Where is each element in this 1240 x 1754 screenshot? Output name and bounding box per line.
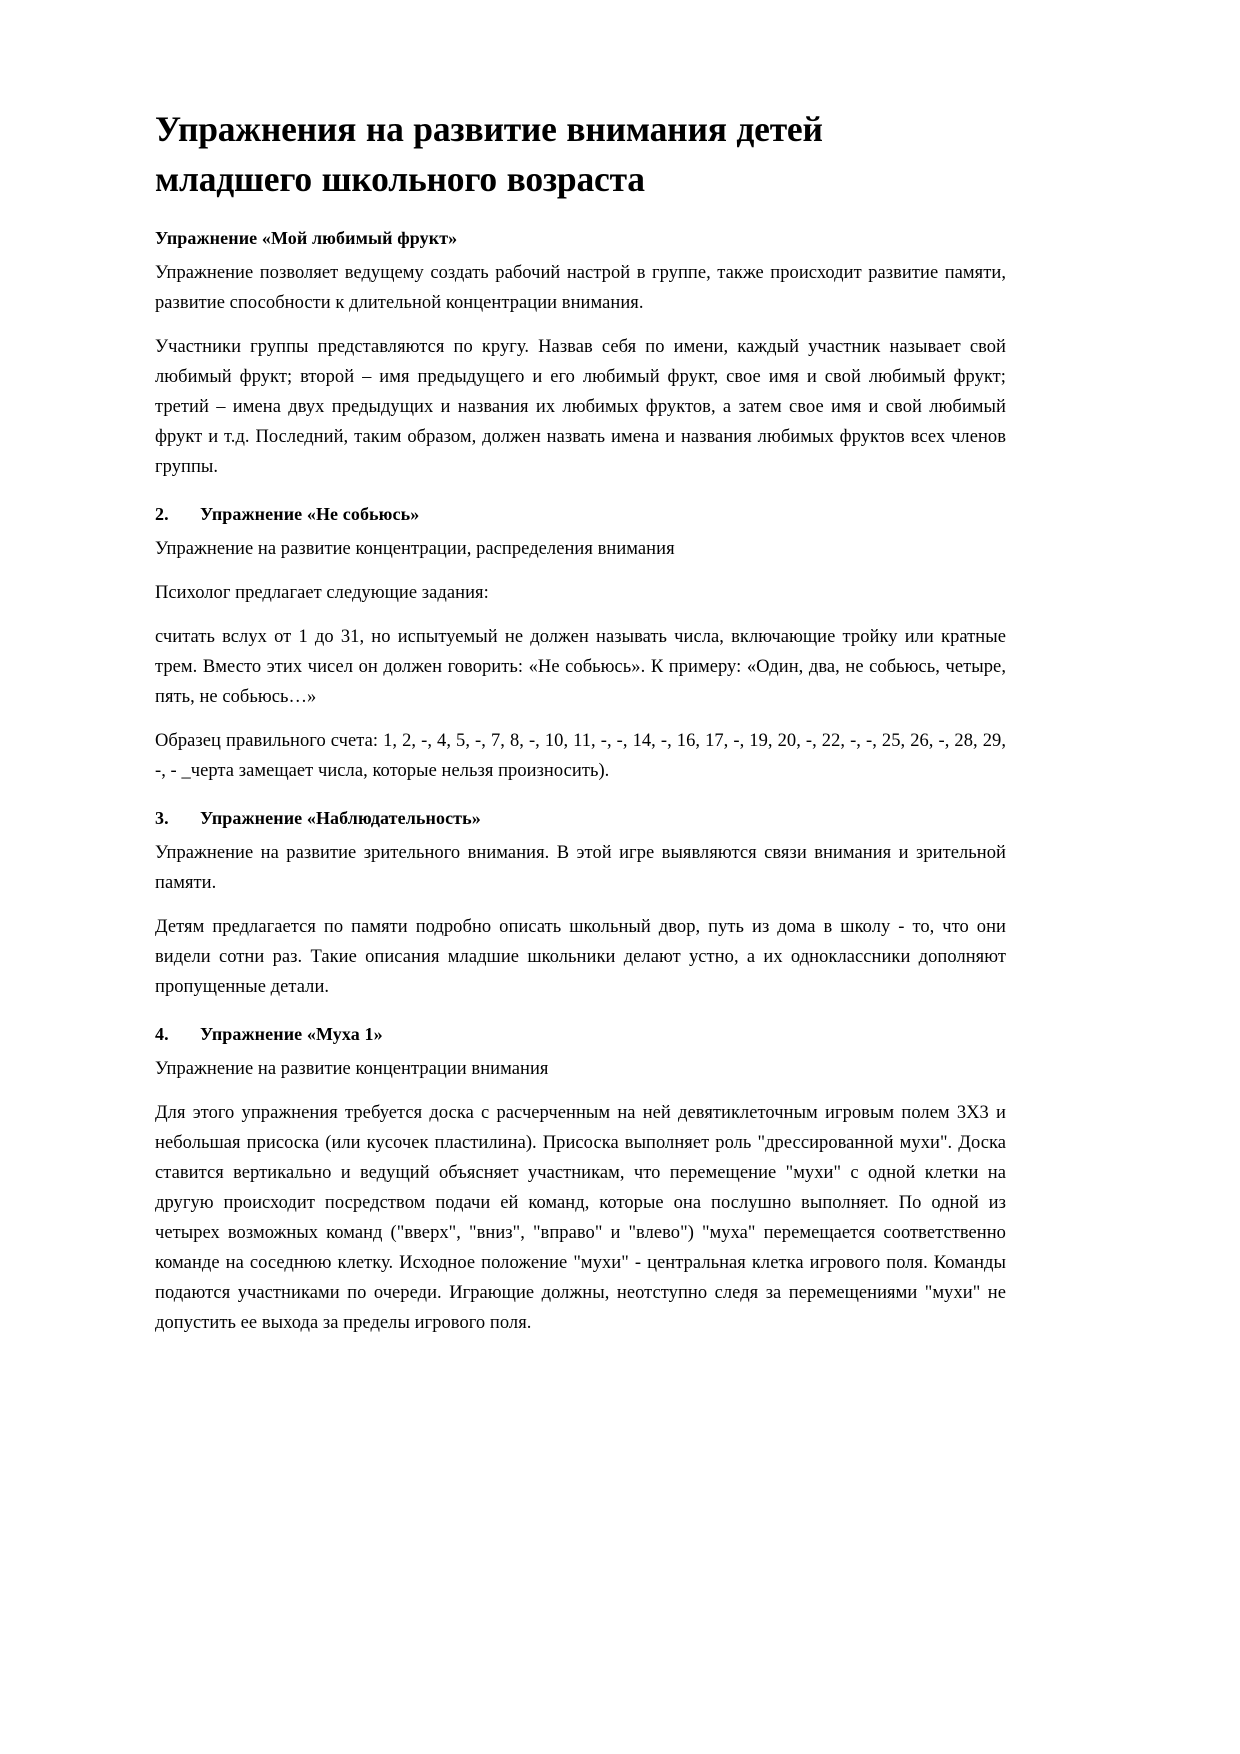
section-heading-text: Упражнение «Муха 1» (200, 1024, 383, 1044)
section-paragraph: Упражнение на развитие зрительного внимания. В этой игре выявляются связи внимания и зрительной памяти. (155, 843, 1006, 893)
page-title-line-2: младшего школьного возраста (155, 159, 645, 199)
section-paragraph: Упражнение на развитие концентрации, распределения внимания (155, 539, 675, 559)
section-heading-text: Упражнение «Наблюдательность» (200, 808, 481, 828)
section-heading-text: Упражнение «Мой любимый фрукт» (155, 228, 458, 248)
section-number: 3. (155, 808, 169, 828)
section-heading (155, 806, 1006, 830)
section-ne-sobyus (155, 502, 1006, 786)
section-number: 4. (155, 1024, 169, 1044)
section-paragraph: Психолог предлагает следующие задания: (155, 583, 489, 603)
section-my-favorite-fruit (155, 226, 1006, 482)
section-paragraph: считать вслух от 1 до 31, но испытуемый не должен называть числа, включающие тройку или кратные трем. Вместо этих чисел он должен говорить: «Не собьюсь». К примеру: «Один, два, не собьюсь, четыре, пять, не собьюсь…» (155, 627, 1006, 707)
section-observation (155, 806, 1006, 1002)
section-number: 2. (155, 504, 169, 524)
section-heading-text: Упражнение «Не собьюсь» (200, 504, 420, 524)
section-heading (155, 502, 1006, 526)
section-muha-1 (155, 1022, 1006, 1338)
page-title (155, 104, 1006, 204)
section-paragraph: Детям предлагается по памяти подробно описать школьный двор, путь из дома в школу - то, что они видели сотни раз. Такие описания младшие школьники делают устно, а их одноклассники дополняют пропущенные детали. (155, 917, 1006, 997)
page-title-line-1: Упражнения на развитие внимания детей (155, 109, 823, 149)
section-paragraph: Участники группы представляются по кругу. Назвав себя по имени, каждый участник называет свой любимый фрукт; второй – имя предыдущего и его любимый фрукт, свое имя и свой любимый фрукт; третий – имена двух предыдущих и названия их любимых фруктов, а затем свое имя и свой любимый фрукт и т.д. Последний, таким образом, должен назвать имена и названия любимых фруктов всех членов группы. (155, 337, 1006, 477)
section-paragraph: Упражнение на развитие концентрации внимания (155, 1059, 549, 1079)
section-paragraph: Упражнение позволяет ведущему создать рабочий настрой в группе, также происходит развитие памяти, развитие способности к длительной концентрации внимания. (155, 263, 1006, 313)
section-paragraph: Для этого упражнения требуется доска с расчерченным на ней девятиклеточным игровым полем 3Х3 и небольшая присоска (или кусочек пластилина). Присоска выполняет роль "дрессированной мухи". Доска ставится вертикально и ведущий объясняет участникам, что перемещение "мухи" с одной клетки на другую происходит посредством подачи ей команд, которые она послушно выполняет. По одной из четырех возможных команд ("вверх", "вниз", "вправо" и "влево") "муха" перемещается соответственно команде на соседнюю клетку. Исходное положение "мухи" - центральная клетка игрового поля. Команды подаются участниками по очереди. Играющие должны, неотступно следя за перемещениями "мухи" не допустить ее выхода за пределы игрового поля. (155, 1103, 1006, 1333)
section-heading (155, 1022, 1006, 1046)
section-paragraph: Образец правильного счета: 1, 2, -, 4, 5, -, 7, 8, -, 10, 11, -, -, 14, -, 16, 17, -, 19, 20, -, 22, -, -, 25, 26, -, 28, 29, -, - _черта замещает числа, которые нельзя произносить). (155, 731, 1006, 781)
section-heading (155, 226, 1006, 250)
